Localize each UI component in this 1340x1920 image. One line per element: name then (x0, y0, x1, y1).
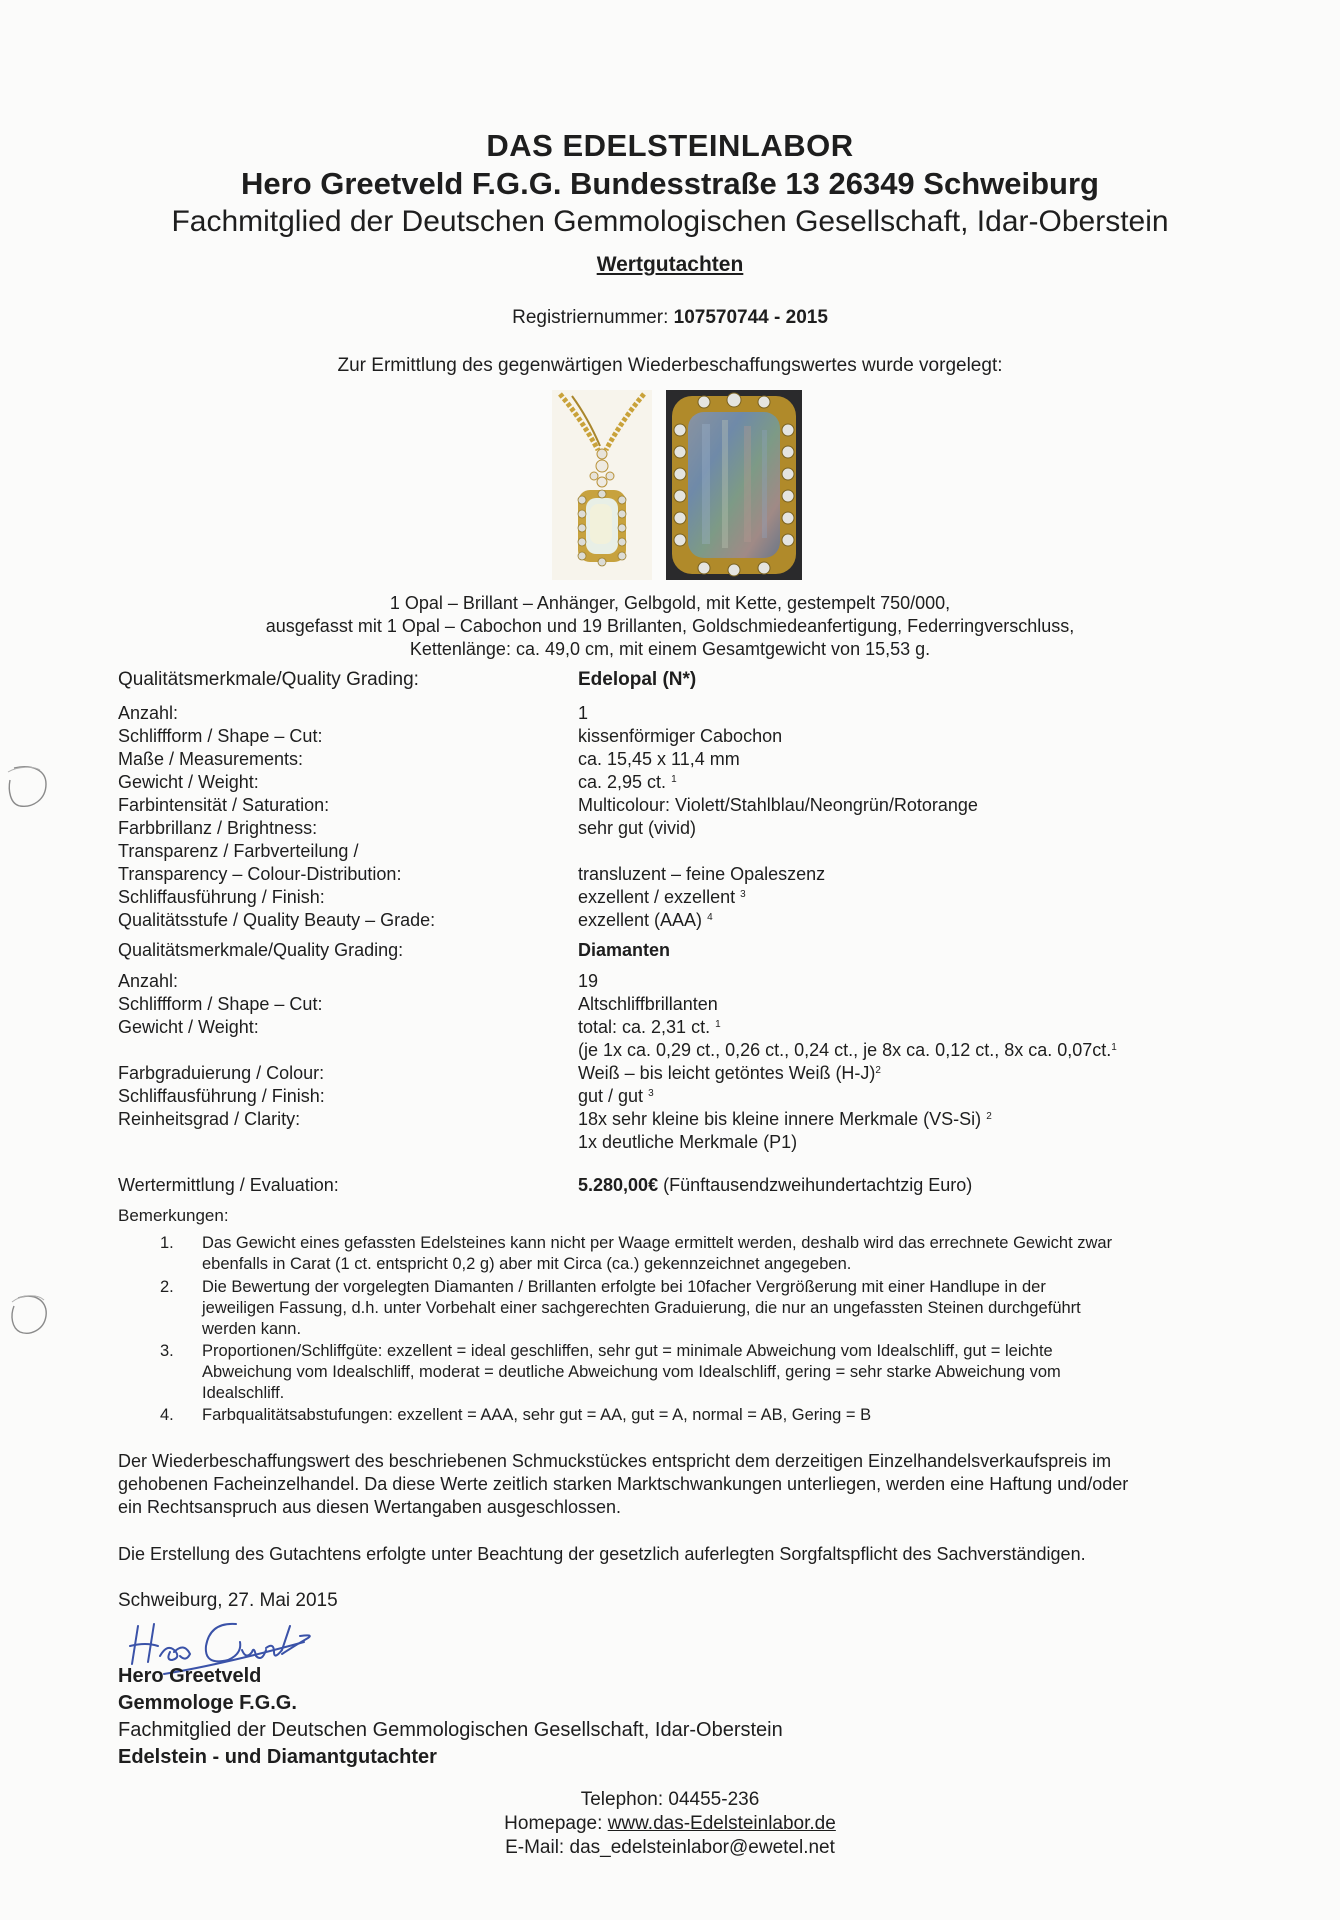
opal-row-label: Farbbrillanz / Brightness: (118, 818, 318, 838)
diamond-row-value (578, 1040, 1117, 1061)
remark-number: 4. (160, 1406, 174, 1424)
diamond-row-value: Altschliffbrillanten (578, 994, 718, 1014)
diamond-weight-detail: (je 1x ca. 0,29 ct., 0,26 ct., 0,24 ct., je 8x ca. 0,12 ct., 8x ca. 0,07ct. (578, 1040, 1112, 1060)
remark-line: werden kann. (202, 1320, 302, 1338)
opal-heading-value: Edelopal (N*) (578, 669, 697, 690)
diamond-weight-value: total: ca. 2,31 ct. (578, 1017, 711, 1037)
opal-weight-value: ca. 2,95 ct. (578, 772, 667, 792)
punch-hole-bottom (6, 1288, 52, 1342)
email-label: E-Mail: (505, 1837, 565, 1858)
opal-row-value: Multicolour: Violett/Stahlblau/Neongrün/Rotorange (578, 795, 978, 815)
evaluation-value (578, 1175, 972, 1196)
diamond-colour-value: Weiß – bis leicht getöntes Weiß (H-J) (578, 1063, 876, 1083)
homepage-label: Homepage: (504, 1813, 603, 1834)
remark-number: 1. (160, 1234, 174, 1252)
description-line-2: ausgefasst mit 1 Opal – Cabochon und 19 Brillanten, Goldschmiedeanfertigung, Federringverschluss, (265, 616, 1075, 636)
diamond-clarity-value: 18x sehr kleine bis kleine innere Merkmale (VS-Si) (578, 1109, 982, 1129)
lab-title: DAS EDELSTEINLABOR (486, 128, 854, 163)
diamond-row-label: Schliffausführung / Finish: (118, 1086, 325, 1106)
pendant-photo (552, 390, 652, 580)
footnote-ref: 1 (715, 1019, 721, 1030)
footnote-ref: 1 (1111, 1042, 1117, 1053)
opal-row-value (578, 910, 713, 931)
opal-closeup-photo (666, 390, 802, 580)
opal-row-value: kissenförmiger Cabochon (578, 726, 783, 746)
signer-membership: Fachmitglied der Deutschen Gemmologischen Gesellschaft, Idar-Oberstein (118, 1719, 783, 1741)
diamond-row-value (578, 1086, 654, 1107)
evaluation-words: (Fünftausendzweihundertachtzig Euro) (663, 1175, 973, 1195)
signer-name: Hero Greetveld (118, 1665, 262, 1687)
signer-title: Gemmologe F.G.G. (118, 1692, 297, 1714)
disclaimer-line: gehobenen Facheinzelhandel. Da diese Werte zeitlich starken Marktschwankungen unterliegen, werden eine Haftung und/oder (118, 1474, 1129, 1494)
opal-heading-label: Qualitätsmerkmale/Quality Grading: (118, 669, 419, 690)
opal-row-label: Schliffform / Shape – Cut: (118, 726, 323, 746)
diligence-statement: Die Erstellung des Gutachtens erfolgte unter Beachtung der gesetzlich auferlegten Sorgfaltspflicht des Sachverständigen. (118, 1544, 1086, 1564)
place-date: Schweiburg, 27. Mai 2015 (118, 1590, 338, 1611)
item-description (0, 592, 1340, 661)
evaluation-label: Wertermittlung / Evaluation: (118, 1175, 339, 1195)
remark-line: Proportionen/Schliffgüte: exzellent = ideal geschliffen, sehr gut = minimale Abweichung vom Idealschliff, gut = leichte (202, 1342, 1053, 1360)
opal-row-value (578, 772, 677, 793)
diamond-row-label: Farbgraduierung / Colour: (118, 1063, 325, 1083)
diamond-row-value: 1x deutliche Merkmale (P1) (578, 1132, 798, 1152)
description-line-3: Kettenlänge: ca. 49,0 cm, mit einem Gesamtgewicht von 15,53 g. (409, 639, 931, 659)
footnote-ref: 1 (671, 774, 677, 785)
diamond-row-value: 19 (578, 971, 599, 991)
remark-line: Farbqualitätsabstufungen: exzellent = AAA, sehr gut = AA, gut = A, normal = AB, Gering = B (202, 1406, 872, 1424)
diamond-heading-label: Qualitätsmerkmale/Quality Grading: (118, 940, 404, 960)
opal-row-label: Schliffausführung / Finish: (118, 887, 325, 907)
remark-line: jeweiligen Fassung, d.h. unter Vorbehalt einer sachgerechten Graduierung, die nur an ungefassten Steinen durchgeführt (202, 1299, 1081, 1317)
disclaimer-paragraph (118, 1450, 1238, 1519)
description-line-1: 1 Opal – Brillant – Anhänger, Gelbgold, mit Kette, gestempelt 750/000, (389, 593, 951, 613)
remark-text (202, 1405, 1252, 1426)
registration-label: Registriernummer: (512, 307, 669, 328)
opal-row-value: ca. 15,45 x 11,4 mm (578, 749, 740, 769)
opal-row-value: transluzent – feine Opaleszenz (578, 864, 826, 884)
intro-text: Zur Ermittlung des gegenwärtigen Wiederbeschaffungswertes wurde vorgelegt: (337, 355, 1003, 376)
opal-grade-value: exzellent (AAA) (578, 910, 703, 930)
lab-address: Hero Greetveld F.G.G. Bundesstraße 13 26349 Schweiburg (241, 166, 1099, 201)
opal-row-value: sehr gut (vivid) (578, 818, 697, 838)
homepage-link[interactable]: www.das-Edelsteinlabor.de (607, 1813, 836, 1834)
footnote-ref: 3 (648, 1088, 654, 1099)
remark-line: Die Bewertung der vorgelegten Diamanten / Brillanten erfolgte bei 10facher Vergrößerung mit einer Handlupe in der (202, 1278, 1046, 1296)
remark-number: 3. (160, 1342, 174, 1360)
opal-row-label: Farbintensität / Saturation: (118, 795, 330, 815)
footnote-ref: 3 (740, 889, 746, 900)
opal-row-label: Transparency – Colour-Distribution: (118, 864, 402, 884)
contact-homepage (0, 1812, 1340, 1836)
opal-row-value (578, 887, 746, 908)
footnote-ref: 4 (707, 912, 713, 923)
remark-text (202, 1233, 1252, 1275)
phone-label: Telephon: (580, 1789, 664, 1810)
diamond-finish-value: gut / gut (578, 1086, 644, 1106)
diamond-row-label: Gewicht / Weight: (118, 1017, 259, 1037)
email-value: das_edelsteinlabor@ewetel.net (569, 1837, 835, 1858)
contact-email (0, 1836, 1340, 1860)
opal-row-label: Transparenz / Farbverteilung / (118, 841, 359, 861)
jewelry-photos (552, 390, 802, 580)
remark-line: Abweichung vom Idealschliff, moderat = deutliche Abweichung vom Idealschliff, gering = sehr starke Abweichung vom (202, 1363, 1061, 1381)
diamond-row-value (578, 1063, 881, 1084)
remarks-heading-text: Bemerkungen: (118, 1206, 229, 1225)
document-type: Wertgutachten (596, 253, 744, 276)
evaluation-amount: 5.280,00€ (578, 1175, 659, 1195)
opal-row-label: Gewicht / Weight: (118, 772, 259, 792)
remark-text (202, 1277, 1252, 1340)
diamond-row-label: Anzahl: (118, 971, 179, 991)
contact-block (0, 1788, 1340, 1860)
contact-phone (0, 1788, 1340, 1812)
remark-line: Das Gewicht eines gefassten Edelsteines kann nicht per Waage ermittelt werden, deshalb wird das errechnete Gewicht zwar (202, 1234, 1113, 1252)
signer-role: Edelstein - und Diamantgutachter (118, 1746, 437, 1768)
footnote-ref: 2 (986, 1111, 992, 1122)
remark-line: Idealschliff. (202, 1384, 285, 1402)
opal-row-label: Maße / Measurements: (118, 749, 304, 769)
diamond-row-label: Schliffform / Shape – Cut: (118, 994, 323, 1014)
diamond-row-label: Reinheitsgrad / Clarity: (118, 1109, 301, 1129)
registration-value: 107570744 - 2015 (673, 307, 828, 328)
punch-hole-top (4, 760, 50, 814)
diamond-heading-value: Diamanten (578, 940, 671, 960)
opal-row-value: 1 (578, 703, 589, 723)
diamond-row-value (578, 1017, 721, 1038)
footnote-ref: 2 (875, 1065, 881, 1076)
disclaimer-line: Der Wiederbeschaffungswert des beschriebenen Schmuckstückes entspricht dem derzeitigen Einzelhandelsverkaufspreis im (118, 1451, 1112, 1471)
opal-row-label: Qualitätsstufe / Quality Beauty – Grade: (118, 910, 436, 930)
disclaimer-line: ein Rechtsanspruch aus diesen Wertangaben ausgeschlossen. (118, 1497, 621, 1517)
remark-line: ebenfalls in Carat (1 ct. entspricht 0,2 g) aber mit Circa (ca.) gekennzeichnet angegeben. (202, 1255, 852, 1273)
lab-membership: Fachmitglied der Deutschen Gemmologischen Gesellschaft, Idar-Oberstein (171, 205, 1169, 238)
signature-block (118, 1663, 783, 1771)
phone-value: 04455-236 (668, 1789, 760, 1810)
opal-finish-value: exzellent / exzellent (578, 887, 736, 907)
remark-number: 2. (160, 1278, 174, 1296)
registration-number (0, 307, 1340, 329)
opal-row-label: Anzahl: (118, 703, 179, 723)
diamond-row-value (578, 1109, 992, 1130)
remark-text (202, 1341, 1252, 1404)
